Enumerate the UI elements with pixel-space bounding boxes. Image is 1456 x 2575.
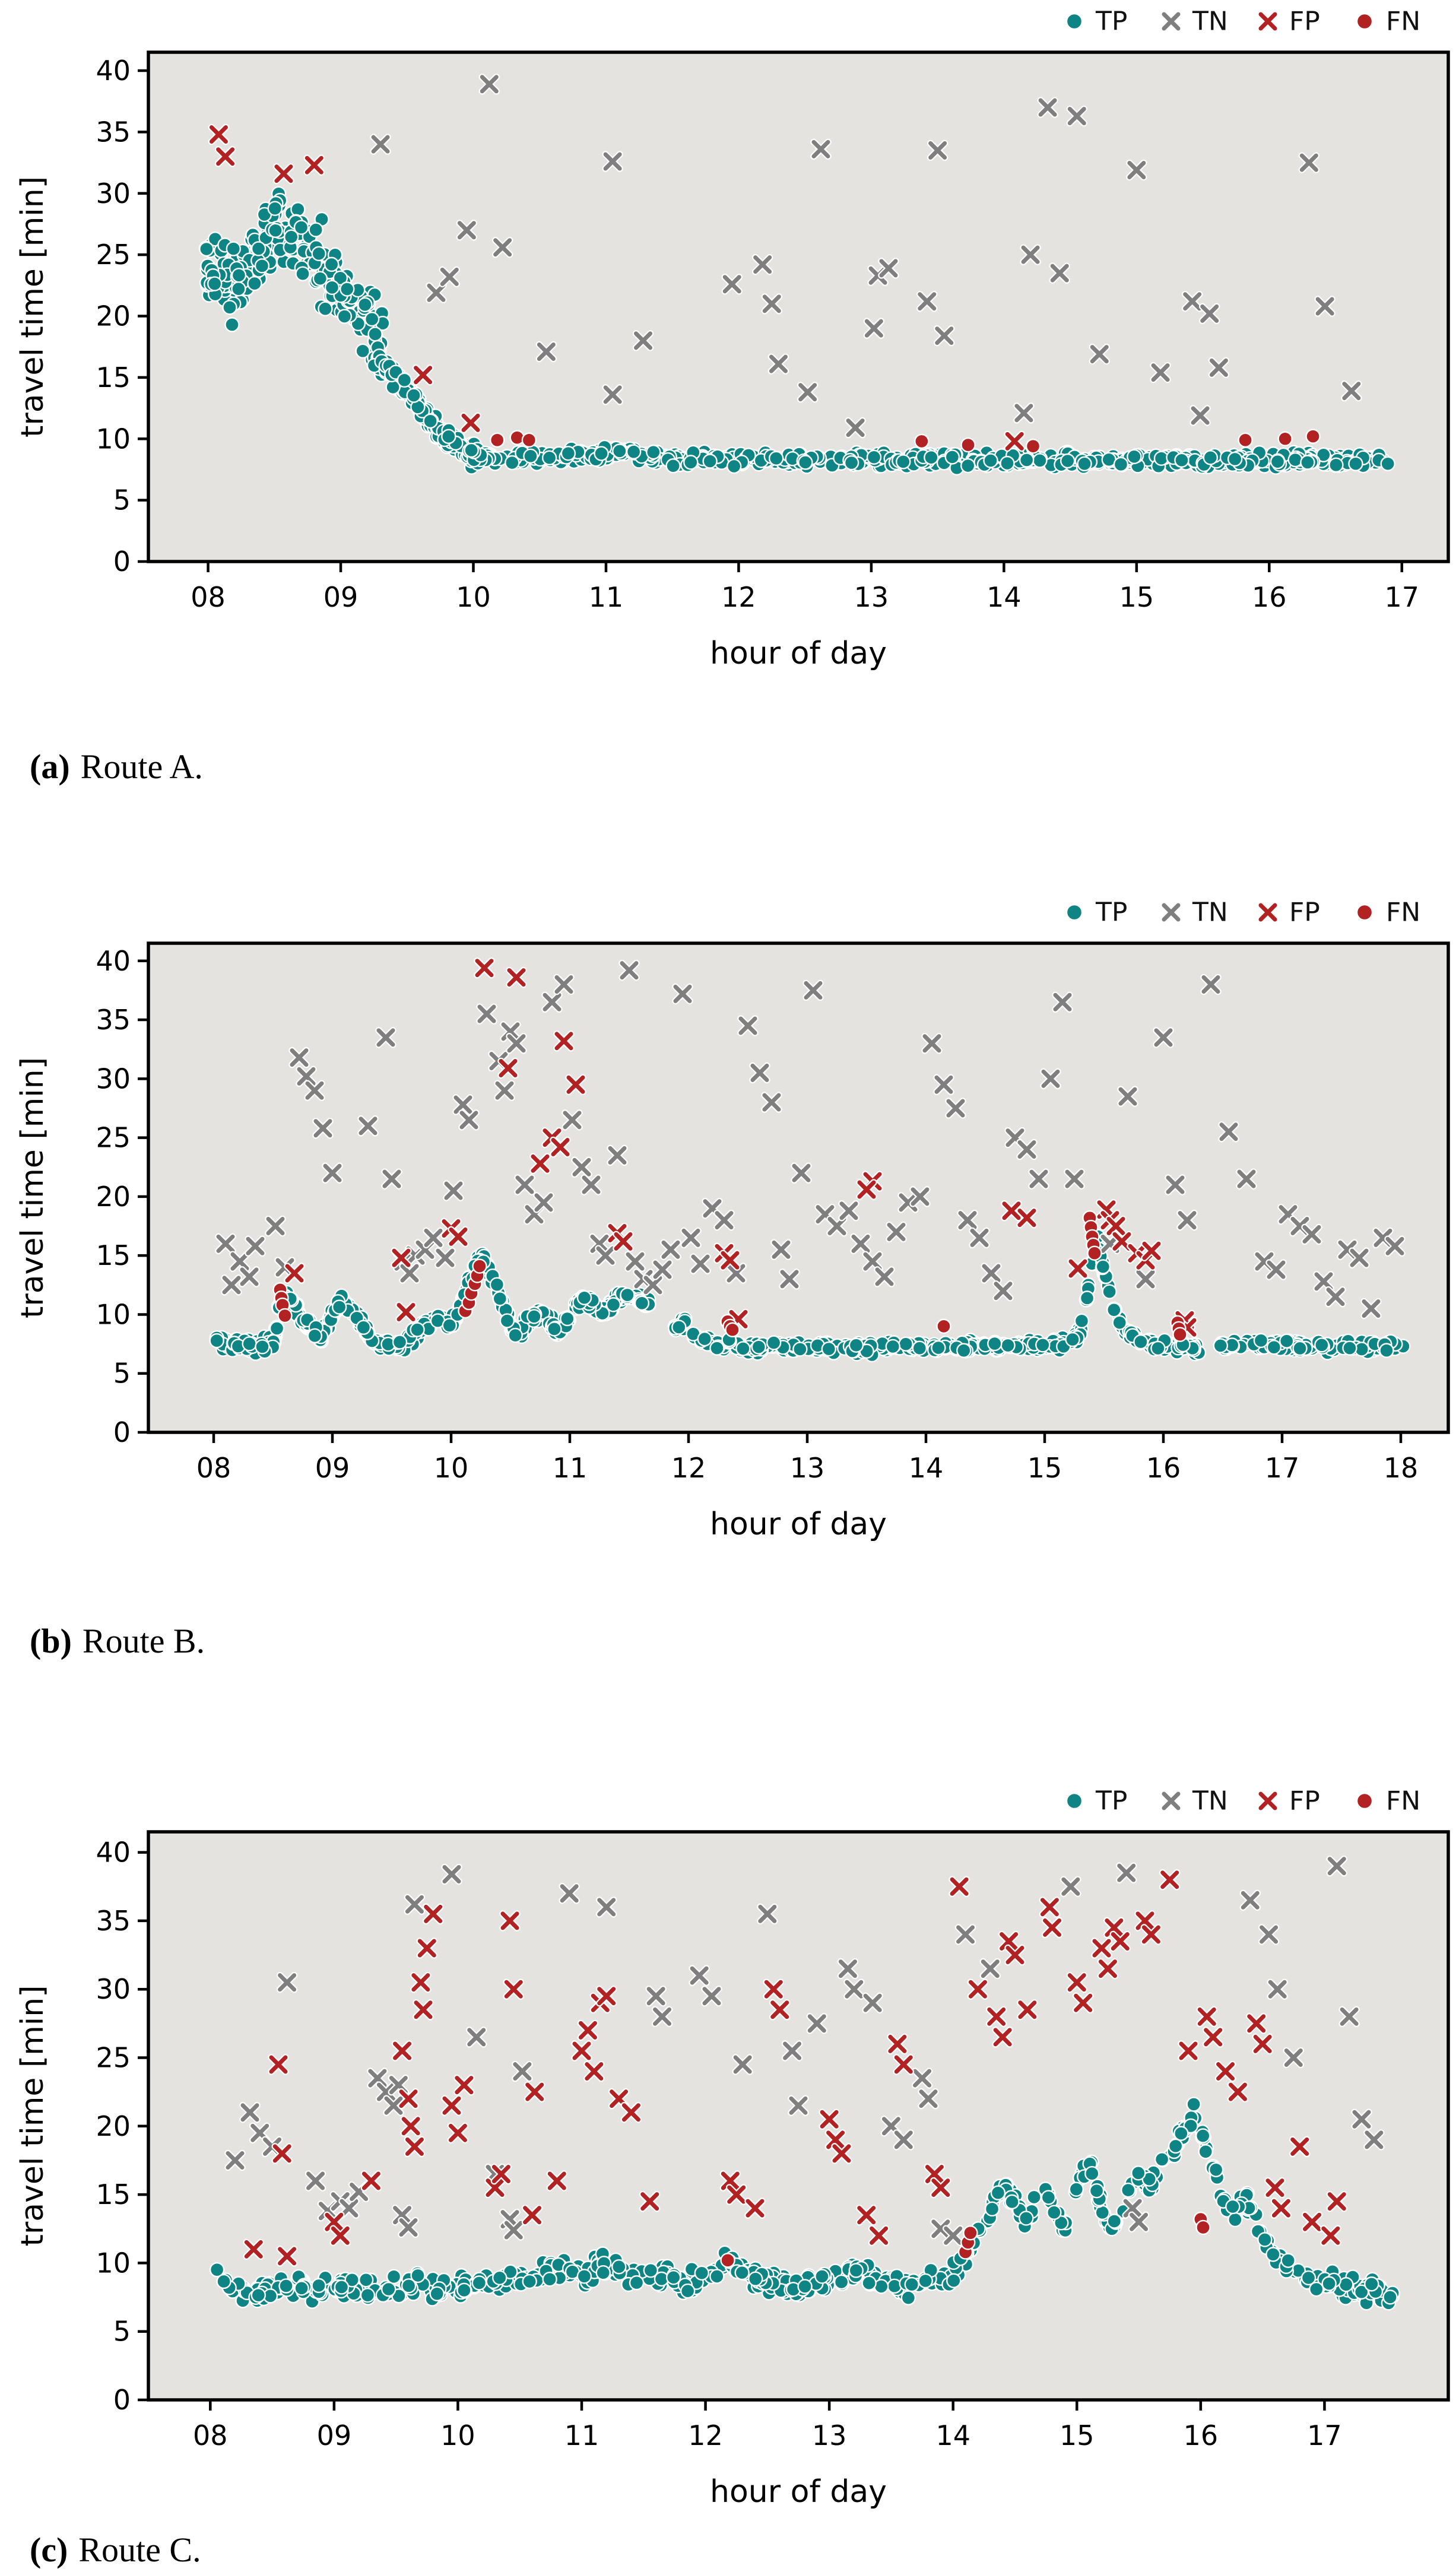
y-tick-label: 5 — [113, 2315, 131, 2348]
y-tick-label: 35 — [96, 1904, 131, 1937]
x-tick-label: 11 — [564, 2419, 599, 2452]
legend — [1067, 1786, 1420, 1816]
legend-item-tp — [1067, 1786, 1127, 1816]
y-axis-label: travel time [min] — [15, 1057, 50, 1319]
legend-label: FP — [1289, 897, 1320, 928]
y-tick-label: 40 — [96, 1836, 131, 1869]
y-tick-label: 30 — [96, 1973, 131, 2006]
legend-item-fp — [1261, 898, 1320, 928]
caption-route-c — [30, 2530, 201, 2570]
x-marker-icon — [1261, 14, 1275, 28]
x-tick-label: 18 — [1383, 1452, 1419, 1484]
legend-item-fn — [1357, 1786, 1420, 1816]
legend-label: FP — [1289, 6, 1320, 37]
x-tick-label: 13 — [854, 581, 889, 613]
y-tick-label: 0 — [113, 2384, 131, 2416]
legend-label: TN — [1192, 6, 1228, 37]
circle-marker-icon — [1067, 905, 1082, 920]
x-tick-label: 15 — [1119, 581, 1154, 613]
circle-marker-icon — [1067, 14, 1082, 29]
x-marker-icon — [1261, 1794, 1275, 1808]
x-tick-label: 17 — [1264, 1452, 1300, 1484]
caption-text-a: Route A. — [80, 747, 203, 786]
y-tick-label: 15 — [96, 2178, 131, 2211]
x-tick-label: 12 — [671, 1452, 706, 1484]
y-tick-label: 0 — [113, 546, 131, 578]
x-tick-label: 10 — [456, 581, 491, 613]
legend-label: TP — [1096, 897, 1128, 928]
x-tick-label: 13 — [811, 2419, 847, 2452]
y-tick-label: 15 — [96, 1239, 131, 1272]
legend-item-tn — [1164, 7, 1228, 37]
circle-marker-icon — [1357, 1793, 1372, 1809]
legend-item-fn — [1357, 898, 1420, 928]
y-tick-label: 35 — [96, 1004, 131, 1036]
x-tick-label: 11 — [588, 581, 624, 613]
circle-marker-icon — [1067, 1793, 1082, 1809]
x-tick-label: 15 — [1027, 1452, 1062, 1484]
x-tick-label: 17 — [1384, 581, 1420, 613]
x-tick-label: 08 — [193, 2419, 228, 2452]
y-tick-label: 20 — [96, 300, 131, 332]
x-tick-label: 08 — [191, 581, 226, 613]
caption-route-a — [30, 747, 203, 787]
chart-route-b — [15, 898, 1448, 1543]
y-tick-label: 25 — [96, 1121, 131, 1154]
y-tick-label: 30 — [96, 1063, 131, 1095]
circle-marker-icon — [1357, 14, 1372, 29]
y-axis-label: travel time [min] — [15, 1985, 50, 2247]
y-tick-label: 20 — [96, 2110, 131, 2142]
y-tick-label: 40 — [96, 55, 131, 87]
y-tick-label: 25 — [96, 2041, 131, 2074]
caption-label-a: (a) — [30, 747, 70, 786]
x-axis-label: hour of day — [710, 2474, 887, 2510]
legend-item-tn — [1164, 1786, 1228, 1816]
x-tick-label: 10 — [433, 1452, 469, 1484]
legend-item-fp — [1261, 1786, 1320, 1816]
chart-route-a — [15, 7, 1448, 672]
legend-item-tp — [1067, 7, 1127, 37]
chart-route-c — [15, 1786, 1448, 2510]
y-tick-label: 25 — [96, 239, 131, 271]
x-tick-label: 15 — [1060, 2419, 1095, 2452]
x-tick-label: 14 — [908, 1452, 944, 1484]
x-tick-label: 11 — [552, 1452, 588, 1484]
x-tick-label: 09 — [315, 1452, 350, 1484]
y-tick-label: 30 — [96, 177, 131, 210]
legend — [1067, 7, 1420, 37]
y-tick-label: 10 — [96, 423, 131, 455]
caption-label-b: (b) — [30, 1622, 72, 1660]
x-tick-label: 12 — [688, 2419, 723, 2452]
x-marker-icon — [1164, 14, 1178, 28]
x-tick-label: 09 — [316, 2419, 352, 2452]
legend — [1067, 898, 1420, 928]
x-tick-label: 16 — [1183, 2419, 1219, 2452]
x-marker-icon — [1164, 905, 1178, 919]
x-axis-label: hour of day — [710, 636, 887, 671]
x-tick-label: 17 — [1307, 2419, 1342, 2452]
y-tick-label: 5 — [113, 484, 131, 516]
x-marker-icon — [1164, 1794, 1178, 1808]
x-tick-label: 09 — [323, 581, 359, 613]
y-tick-label: 10 — [96, 1298, 131, 1331]
x-tick-label: 14 — [935, 2419, 970, 2452]
x-axis-label: hour of day — [710, 1507, 887, 1542]
y-axis-label: travel time [min] — [15, 176, 50, 438]
y-tick-label: 20 — [96, 1180, 131, 1213]
x-tick-label: 12 — [721, 581, 756, 613]
legend-label: FP — [1289, 1786, 1320, 1816]
legend-item-tn — [1164, 898, 1228, 928]
caption-label-c: (c) — [30, 2530, 68, 2569]
legend-item-tp — [1067, 898, 1127, 928]
y-tick-label: 10 — [96, 2247, 131, 2279]
legend-label: TN — [1192, 1786, 1228, 1816]
legend-label: TN — [1192, 897, 1228, 928]
legend-label: TP — [1096, 1786, 1128, 1816]
x-tick-label: 08 — [196, 1452, 231, 1484]
x-tick-label: 13 — [789, 1452, 825, 1484]
legend-label: FN — [1386, 897, 1421, 928]
caption-route-b — [30, 1621, 205, 1661]
y-tick-label: 5 — [113, 1357, 131, 1390]
circle-marker-icon — [1357, 905, 1372, 920]
x-tick-label: 10 — [440, 2419, 475, 2452]
y-tick-label: 15 — [96, 361, 131, 394]
x-marker-icon — [1261, 905, 1275, 919]
x-tick-label: 16 — [1252, 581, 1287, 613]
plot-area — [148, 1832, 1448, 2400]
y-tick-label: 0 — [113, 1416, 131, 1448]
y-tick-label: 40 — [96, 944, 131, 977]
legend-label: FN — [1386, 1786, 1421, 1816]
legend-item-fp — [1261, 7, 1320, 37]
x-tick-label: 14 — [986, 581, 1022, 613]
y-tick-label: 35 — [96, 116, 131, 148]
legend-item-fn — [1357, 7, 1420, 37]
x-tick-label: 16 — [1146, 1452, 1181, 1484]
caption-text-c: Route C. — [78, 2530, 201, 2569]
caption-text-b: Route B. — [82, 1622, 205, 1660]
legend-label: FN — [1386, 6, 1421, 37]
legend-label: TP — [1096, 6, 1128, 37]
